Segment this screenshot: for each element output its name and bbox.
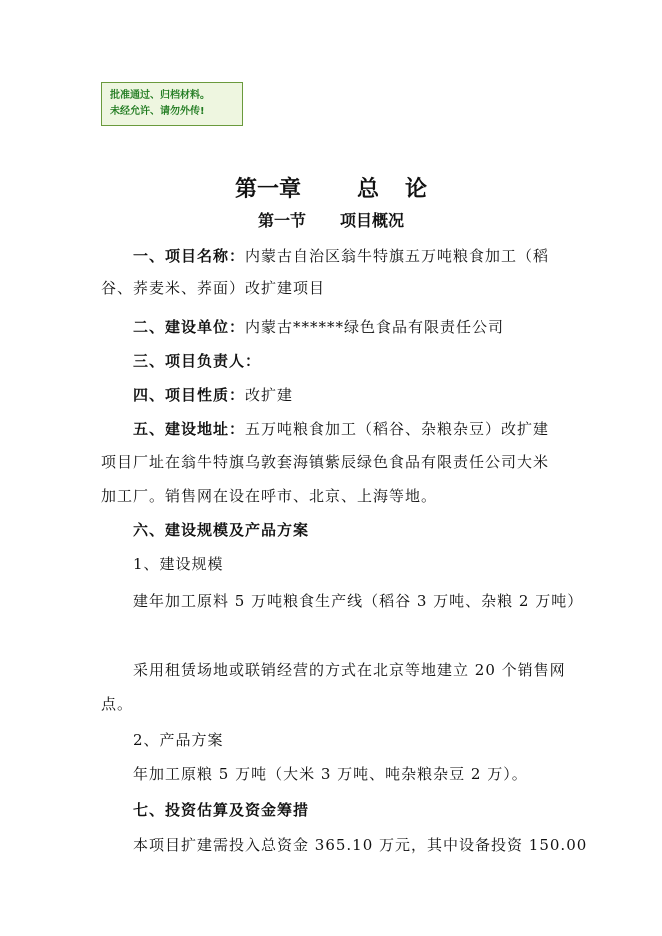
section-title: 项目概况	[340, 211, 405, 230]
build-unit-label: 二、建设单位：	[133, 318, 246, 336]
project-leader-label: 三、项目负责人：	[133, 352, 262, 370]
chapter-title-b: 论	[405, 177, 428, 202]
project-name-value-cont: 谷、荞麦米、荞面）改扩建项目	[101, 279, 326, 297]
item-project-leader	[133, 350, 261, 371]
notice-line-2: 未经允许、请勿外传!	[110, 106, 205, 117]
scale-heading: 六、建设规模及产品方案	[133, 521, 310, 539]
section-number: 第一节	[257, 211, 306, 230]
investment-text: 本项目扩建需投入总资金 365.10 万元，其中设备投资 150.00	[133, 836, 588, 854]
notice-line-1: 批准通过、归档材料。	[110, 90, 210, 101]
build-site-value-cont-1: 项目厂址在翁牛特旗乌敦套海镇紫辰绿色食品有限责任公司大米	[101, 453, 550, 471]
scale-text: 建年加工原料 5 万吨粮食生产线（稻谷 3 万吨、杂粮 2 万吨）	[133, 592, 584, 610]
build-site-label: 五、建设地址：	[133, 420, 246, 438]
scale-subheading: 1、建设规模	[133, 555, 224, 573]
sales-text: 采用租赁场地或联销经营的方式在北京等地建立 20 个销售网	[133, 661, 566, 679]
build-unit-value: 内蒙古******绿色食品有限责任公司	[245, 318, 505, 336]
investment-heading: 七、投资估算及资金筹措	[133, 801, 310, 819]
item-build-site	[133, 418, 549, 439]
item-build-unit	[133, 316, 504, 337]
item-project-nature	[133, 384, 293, 405]
product-text: 年加工原粮 5 万吨（大米 3 万吨、吨杂粮杂豆 2 万）。	[133, 765, 528, 783]
approval-notice-box	[101, 82, 243, 126]
project-name-label: 一、项目名称：	[133, 247, 246, 265]
project-nature-value: 改扩建	[245, 386, 294, 404]
project-nature-label: 四、项目性质：	[133, 386, 246, 404]
product-subheading: 2、产品方案	[133, 731, 224, 749]
build-site-value: 五万吨粮食加工（稻谷、杂粮杂豆）改扩建	[245, 420, 550, 438]
section-heading	[0, 208, 662, 231]
chapter-title-a: 总	[356, 177, 379, 202]
item-project-name	[133, 245, 549, 266]
chapter-heading	[0, 172, 662, 203]
sales-text-cont: 点。	[101, 695, 134, 713]
project-name-value: 内蒙古自治区翁牛特旗五万吨粮食加工（稻	[245, 247, 550, 265]
chapter-number: 第一章	[234, 177, 301, 202]
build-site-value-cont-2: 加工厂。销售网在设在呼市、北京、上海等地。	[101, 487, 438, 505]
